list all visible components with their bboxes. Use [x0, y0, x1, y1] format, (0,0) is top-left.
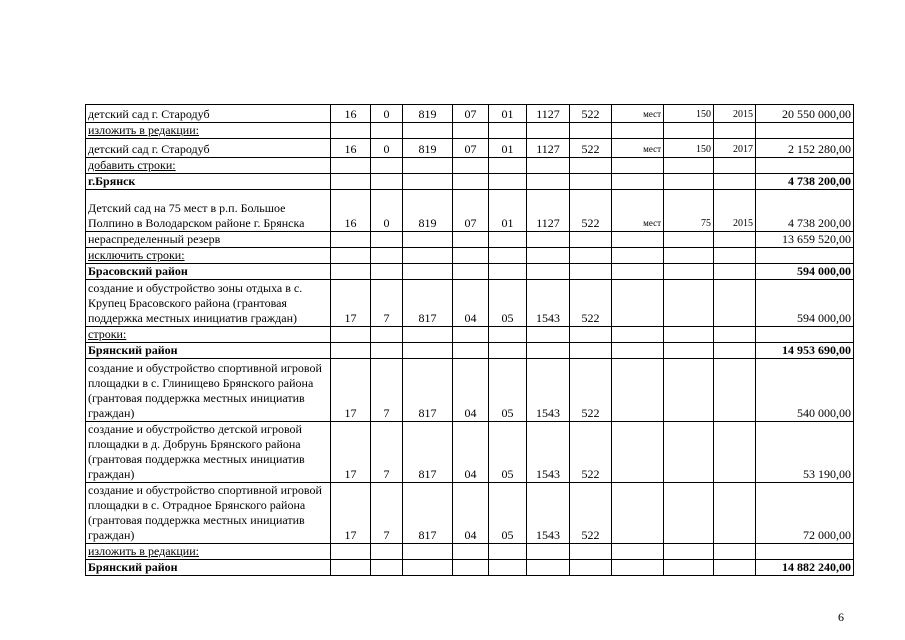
cell-expense-type	[570, 123, 612, 139]
cell-amount: 20 550 000,00	[756, 105, 854, 123]
cell-target-article	[527, 264, 570, 280]
cell-amount: 4 738 200,00	[756, 190, 854, 232]
cell-expense-type	[570, 158, 612, 174]
cell-section	[371, 544, 403, 560]
cell-name: создание и обустройство спортивной игровой площадки в с. Глинищево Брянского района (грантовая поддержка местных инициатив граждан)	[86, 359, 331, 422]
cell-quantity	[664, 327, 714, 343]
cell-amount: 2 152 280,00	[756, 139, 854, 158]
cell-expense-type: 522	[570, 483, 612, 544]
table-row	[86, 544, 854, 560]
cell-unit: мест	[612, 139, 664, 158]
cell-subsection	[453, 174, 489, 190]
cell-chapter	[331, 544, 371, 560]
cell-department: 817	[403, 483, 453, 544]
cell-target-article	[527, 123, 570, 139]
cell-target-article: 1543	[527, 280, 570, 327]
cell-name: строки:	[86, 327, 331, 343]
table-row	[86, 139, 854, 158]
cell-amount: 53 190,00	[756, 422, 854, 483]
cell-expense-type	[570, 327, 612, 343]
cell-amount	[756, 544, 854, 560]
cell-subsection: 04	[453, 359, 489, 422]
cell-year	[714, 280, 756, 327]
cell-amount: 14 882 240,00	[756, 560, 854, 576]
cell-subsection2	[489, 544, 527, 560]
cell-name: Брянский район	[86, 343, 331, 359]
cell-chapter	[331, 174, 371, 190]
cell-section: 7	[371, 422, 403, 483]
cell-target-article	[527, 232, 570, 248]
cell-year: 2015	[714, 105, 756, 123]
cell-chapter: 16	[331, 190, 371, 232]
cell-section	[371, 123, 403, 139]
cell-subsection2	[489, 560, 527, 576]
cell-name: изложить в редакции:	[86, 544, 331, 560]
cell-unit	[612, 248, 664, 264]
cell-quantity	[664, 544, 714, 560]
cell-target-article	[527, 560, 570, 576]
cell-expense-type	[570, 343, 612, 359]
cell-section: 7	[371, 483, 403, 544]
cell-department	[403, 248, 453, 264]
table-row	[86, 422, 854, 483]
cell-target-article: 1543	[527, 483, 570, 544]
cell-name: детский сад г. Стародуб	[86, 105, 331, 123]
cell-section	[371, 560, 403, 576]
cell-unit: мест	[612, 105, 664, 123]
cell-year	[714, 544, 756, 560]
cell-unit	[612, 483, 664, 544]
cell-subsection2	[489, 158, 527, 174]
cell-quantity: 75	[664, 190, 714, 232]
cell-quantity	[664, 264, 714, 280]
cell-chapter	[331, 560, 371, 576]
cell-chapter	[331, 123, 371, 139]
cell-unit	[612, 174, 664, 190]
cell-expense-type	[570, 544, 612, 560]
cell-unit	[612, 343, 664, 359]
cell-section	[371, 174, 403, 190]
cell-department	[403, 327, 453, 343]
cell-year	[714, 158, 756, 174]
cell-unit	[612, 327, 664, 343]
cell-target-article	[527, 158, 570, 174]
cell-subsection2: 05	[489, 280, 527, 327]
cell-year	[714, 248, 756, 264]
cell-target-article: 1127	[527, 105, 570, 123]
cell-section	[371, 264, 403, 280]
cell-department	[403, 123, 453, 139]
cell-amount: 594 000,00	[756, 280, 854, 327]
cell-amount	[756, 158, 854, 174]
cell-unit	[612, 280, 664, 327]
table-row	[86, 359, 854, 422]
cell-subsection: 04	[453, 280, 489, 327]
cell-chapter	[331, 343, 371, 359]
cell-section	[371, 248, 403, 264]
cell-unit	[612, 158, 664, 174]
cell-name: изложить в редакции:	[86, 123, 331, 139]
cell-subsection	[453, 327, 489, 343]
cell-chapter	[331, 232, 371, 248]
cell-quantity	[664, 422, 714, 483]
cell-unit	[612, 422, 664, 483]
cell-name: Брянский район	[86, 560, 331, 576]
cell-quantity	[664, 560, 714, 576]
cell-target-article: 1127	[527, 190, 570, 232]
cell-unit	[612, 560, 664, 576]
cell-department: 819	[403, 105, 453, 123]
table-row	[86, 248, 854, 264]
cell-department: 817	[403, 280, 453, 327]
cell-subsection: 04	[453, 422, 489, 483]
cell-expense-type: 522	[570, 280, 612, 327]
cell-department: 819	[403, 139, 453, 158]
cell-expense-type: 522	[570, 422, 612, 483]
cell-section	[371, 327, 403, 343]
cell-quantity	[664, 483, 714, 544]
cell-subsection2	[489, 248, 527, 264]
cell-name: нераспределенный резерв	[86, 232, 331, 248]
cell-section	[371, 232, 403, 248]
table-row	[86, 343, 854, 359]
cell-year	[714, 123, 756, 139]
cell-target-article	[527, 544, 570, 560]
cell-subsection	[453, 544, 489, 560]
cell-subsection2: 01	[489, 139, 527, 158]
cell-target-article: 1543	[527, 422, 570, 483]
cell-subsection2	[489, 327, 527, 343]
cell-expense-type	[570, 248, 612, 264]
cell-year	[714, 327, 756, 343]
cell-subsection2: 05	[489, 483, 527, 544]
cell-unit	[612, 359, 664, 422]
budget-table	[85, 104, 854, 576]
cell-name: создание и обустройство спортивной игровой площадки в с. Отрадное Брянского района (грантовая поддержка местных инициатив граждан)	[86, 483, 331, 544]
cell-unit	[612, 232, 664, 248]
cell-amount	[756, 123, 854, 139]
cell-name: создание и обустройство зоны отдыха в с. Крупец Брасовского района (грантовая поддержка местных инициатив граждан)	[86, 280, 331, 327]
table-row	[86, 232, 854, 248]
cell-subsection	[453, 158, 489, 174]
cell-section: 0	[371, 190, 403, 232]
cell-department	[403, 158, 453, 174]
cell-department	[403, 544, 453, 560]
cell-subsection	[453, 264, 489, 280]
cell-target-article: 1127	[527, 139, 570, 158]
cell-expense-type: 522	[570, 359, 612, 422]
cell-amount: 4 738 200,00	[756, 174, 854, 190]
cell-subsection: 07	[453, 190, 489, 232]
cell-subsection2: 01	[489, 105, 527, 123]
cell-chapter	[331, 264, 371, 280]
cell-year	[714, 343, 756, 359]
cell-department	[403, 560, 453, 576]
table-row	[86, 123, 854, 139]
cell-subsection2	[489, 174, 527, 190]
cell-quantity: 150	[664, 139, 714, 158]
cell-subsection	[453, 248, 489, 264]
table-row	[86, 280, 854, 327]
cell-amount	[756, 248, 854, 264]
cell-name: исключить строки:	[86, 248, 331, 264]
table-row	[86, 560, 854, 576]
cell-year	[714, 560, 756, 576]
cell-expense-type: 522	[570, 139, 612, 158]
cell-subsection2: 05	[489, 422, 527, 483]
cell-section: 0	[371, 139, 403, 158]
cell-chapter: 17	[331, 422, 371, 483]
cell-department: 817	[403, 359, 453, 422]
cell-target-article	[527, 327, 570, 343]
cell-department	[403, 232, 453, 248]
cell-amount: 13 659 520,00	[756, 232, 854, 248]
cell-subsection	[453, 232, 489, 248]
cell-quantity	[664, 248, 714, 264]
cell-expense-type	[570, 560, 612, 576]
cell-year	[714, 232, 756, 248]
cell-subsection2	[489, 264, 527, 280]
cell-subsection: 04	[453, 483, 489, 544]
cell-expense-type	[570, 264, 612, 280]
cell-quantity	[664, 359, 714, 422]
cell-section: 0	[371, 105, 403, 123]
cell-quantity	[664, 174, 714, 190]
cell-expense-type: 522	[570, 190, 612, 232]
cell-amount: 594 000,00	[756, 264, 854, 280]
page-number: 6	[838, 610, 844, 624]
cell-unit	[612, 544, 664, 560]
cell-name: Детский сад на 75 мест в р.п. Большое Полпино в Володарском районе г. Брянска	[86, 190, 331, 232]
cell-quantity	[664, 123, 714, 139]
table-row	[86, 174, 854, 190]
cell-department	[403, 264, 453, 280]
cell-quantity	[664, 158, 714, 174]
cell-chapter	[331, 158, 371, 174]
cell-section: 7	[371, 280, 403, 327]
cell-department	[403, 174, 453, 190]
table-row	[86, 105, 854, 123]
cell-chapter: 17	[331, 359, 371, 422]
cell-target-article: 1543	[527, 359, 570, 422]
cell-name: создание и обустройство детской игровой площадки в д. Добрунь Брянского района (грантовая поддержка местных инициатив граждан)	[86, 422, 331, 483]
cell-amount: 14 953 690,00	[756, 343, 854, 359]
cell-chapter: 16	[331, 105, 371, 123]
table-row	[86, 264, 854, 280]
cell-name: добавить строки:	[86, 158, 331, 174]
cell-expense-type	[570, 174, 612, 190]
table-row	[86, 327, 854, 343]
cell-target-article	[527, 174, 570, 190]
cell-department: 819	[403, 190, 453, 232]
cell-subsection: 07	[453, 139, 489, 158]
cell-subsection	[453, 343, 489, 359]
cell-subsection	[453, 123, 489, 139]
cell-department	[403, 343, 453, 359]
table-row	[86, 483, 854, 544]
cell-subsection	[453, 560, 489, 576]
cell-chapter: 17	[331, 483, 371, 544]
cell-subsection2	[489, 232, 527, 248]
cell-name: детский сад г. Стародуб	[86, 139, 331, 158]
cell-quantity	[664, 280, 714, 327]
cell-subsection: 07	[453, 105, 489, 123]
cell-year: 2017	[714, 139, 756, 158]
cell-quantity	[664, 232, 714, 248]
cell-amount: 72 000,00	[756, 483, 854, 544]
cell-subsection2	[489, 343, 527, 359]
cell-unit: мест	[612, 190, 664, 232]
cell-unit	[612, 123, 664, 139]
table-row	[86, 158, 854, 174]
cell-target-article	[527, 248, 570, 264]
cell-chapter: 16	[331, 139, 371, 158]
cell-subsection2: 05	[489, 359, 527, 422]
cell-name: г.Брянск	[86, 174, 331, 190]
cell-name: Брасовский район	[86, 264, 331, 280]
cell-year	[714, 264, 756, 280]
cell-expense-type: 522	[570, 105, 612, 123]
cell-year	[714, 422, 756, 483]
cell-year	[714, 174, 756, 190]
cell-year	[714, 359, 756, 422]
cell-target-article	[527, 343, 570, 359]
cell-amount	[756, 327, 854, 343]
cell-chapter	[331, 248, 371, 264]
cell-section	[371, 343, 403, 359]
cell-amount: 540 000,00	[756, 359, 854, 422]
cell-department: 817	[403, 422, 453, 483]
cell-expense-type	[570, 232, 612, 248]
cell-quantity: 150	[664, 105, 714, 123]
table-row	[86, 190, 854, 232]
cell-unit	[612, 264, 664, 280]
cell-chapter	[331, 327, 371, 343]
cell-subsection2	[489, 123, 527, 139]
cell-subsection2: 01	[489, 190, 527, 232]
cell-chapter: 17	[331, 280, 371, 327]
cell-quantity	[664, 343, 714, 359]
cell-year: 2015	[714, 190, 756, 232]
cell-section	[371, 158, 403, 174]
cell-section: 7	[371, 359, 403, 422]
cell-year	[714, 483, 756, 544]
